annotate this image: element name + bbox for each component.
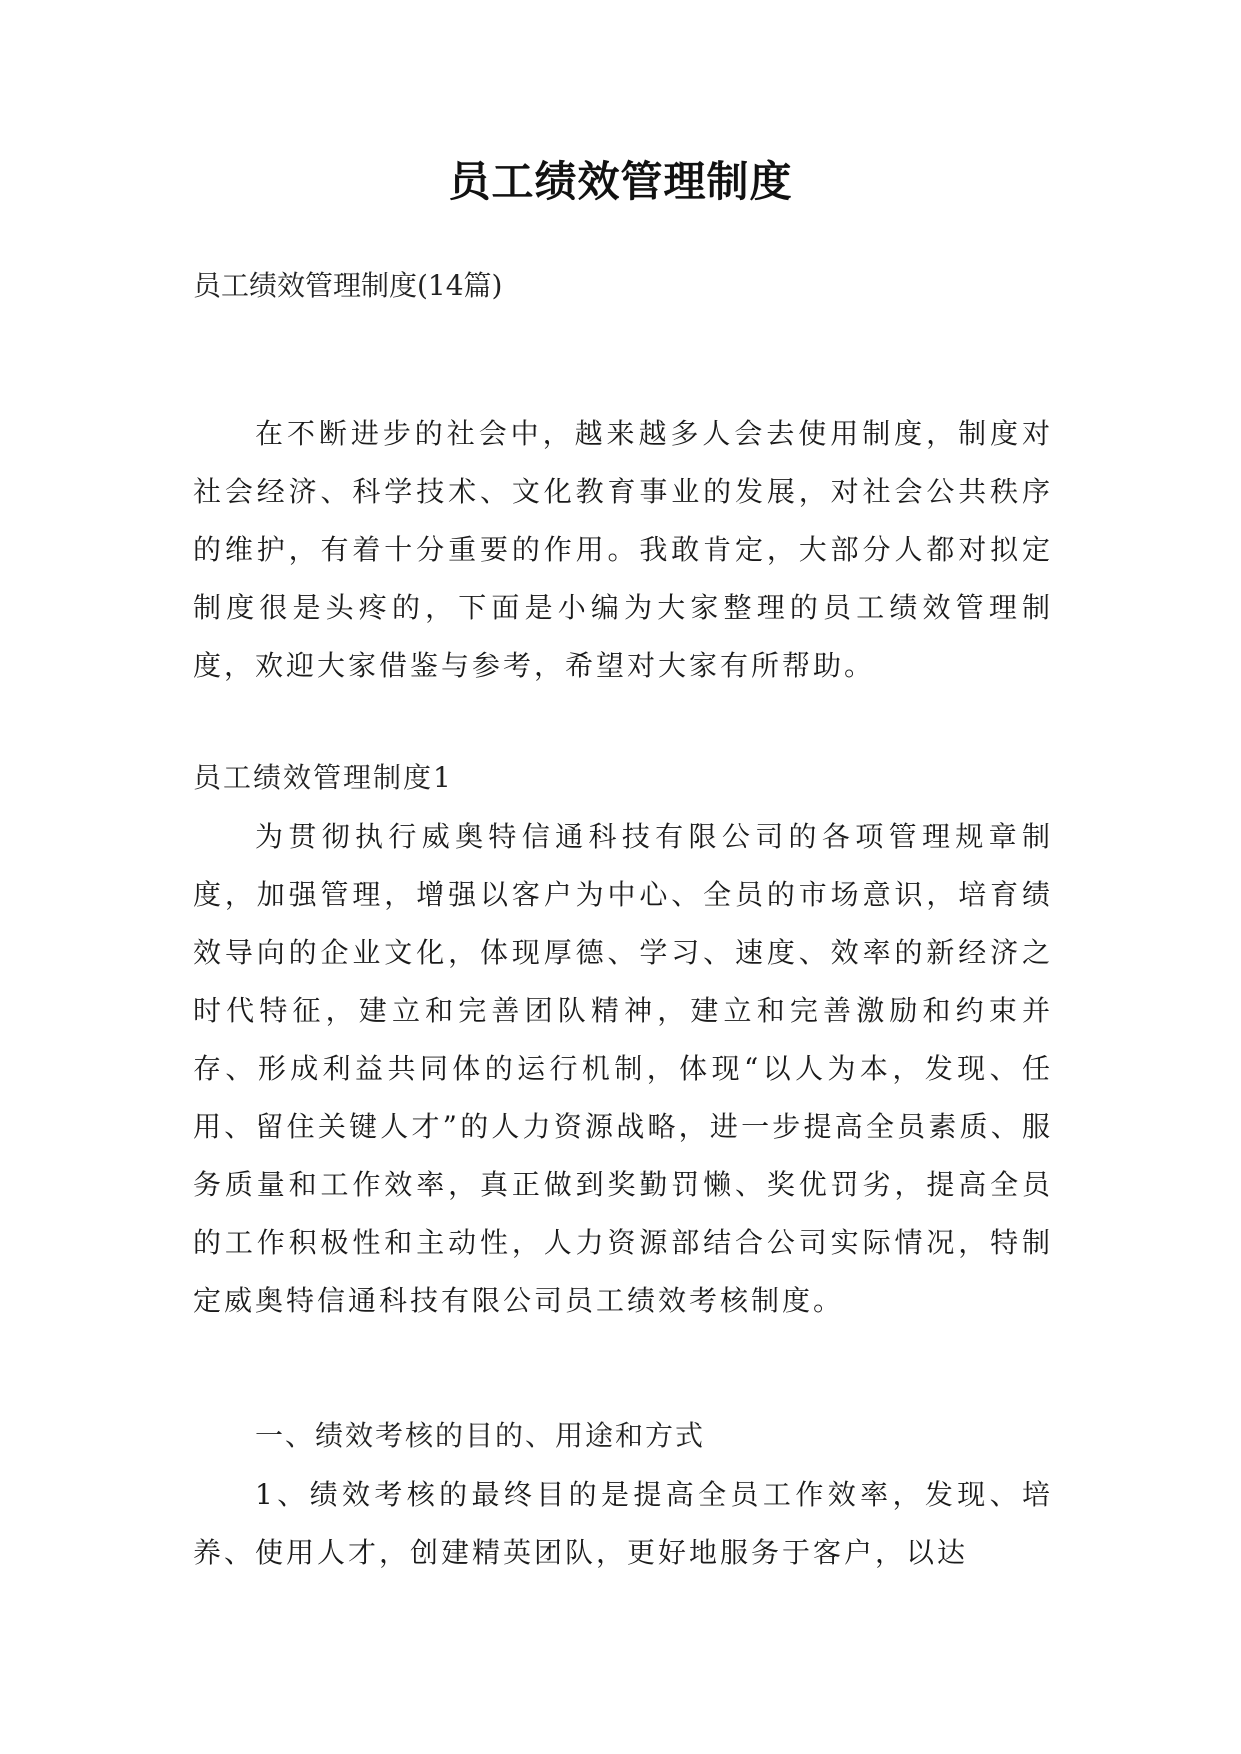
- section-body-paragraph: 为贯彻执行威奥特信通科技有限公司的各项管理规章制度，加强管理，增强以客户为中心、全员的市场意识，培育绩效导向的企业文化，体现厚德、学习、速度、效率的新经济之时代特征，建立和完善团队精神，建立和完善激励和约束并存、形成利益共同体的运行机制，体现“以人为本，发现、任用、留住关键人才”的人力资源战略，进一步提高全员素质、服务质量和工作效率，真正做到奖勤罚懒、奖优罚劣，提高全员的工作积极性和主动性，人力资源部结合公司实际情况，特制定威奥特信通科技有限公司员工绩效考核制度。: [193, 820, 1053, 1317]
- document-title: 员工绩效管理制度: [448, 157, 793, 206]
- intro-paragraph: 在不断进步的社会中，越来越多人会去使用制度，制度对社会经济、科学技术、文化教育事业的发展，对社会公共秩序的维护，有着十分重要的作用。我敢肯定，大部分人都对拟定制度很是头疼的，下面是小编为大家整理的员工绩效管理制度，欢迎大家借鉴与参考，希望对大家有所帮助。: [193, 417, 1053, 682]
- document-subtitle: 员工绩效管理制度(14篇): [193, 269, 503, 302]
- item-1-paragraph: 1、绩效考核的最终目的是提高全员工作效率，发现、培养、使用人才，创建精英团队，更好地服务于客户，以达: [193, 1478, 1053, 1569]
- item-heading: 一、绩效考核的目的、用途和方式: [255, 1419, 706, 1452]
- section-heading: 员工绩效管理制度1: [193, 761, 453, 794]
